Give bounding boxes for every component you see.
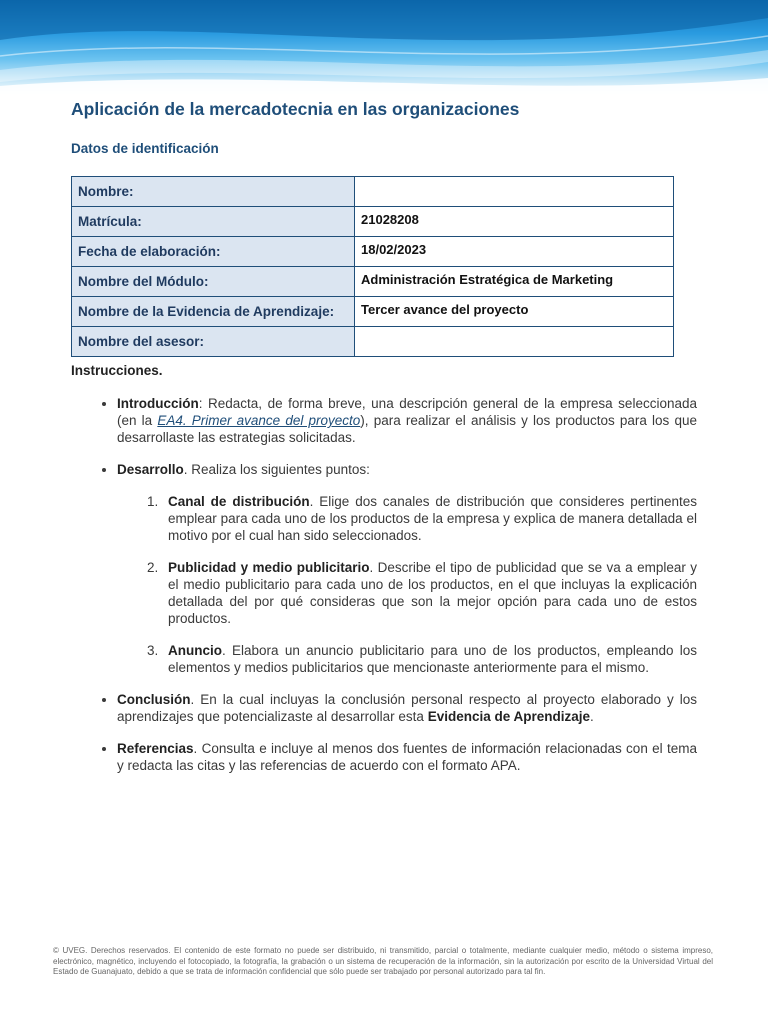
section-subtitle: Datos de identificación — [71, 141, 219, 156]
publicidad-text: . Describe el tipo de publicidad que se va a emplear y el medio publicitario para cada uno de los productos, en el que incluyas la explicación detallada del por qué consideras que son la mejor opción para cada uno de estos productos. — [168, 560, 697, 626]
intro-text-end: ), para realizar el análisis y los productos para los que desarrollaste las estrategias solicitadas. — [117, 413, 697, 445]
instructions-section — [71, 362, 697, 789]
list-item-introduccion — [117, 395, 697, 446]
table-row — [72, 297, 674, 327]
desarrollo-points-list — [117, 493, 697, 676]
term-desarrollo: Desarrollo — [117, 462, 184, 477]
table-row — [72, 327, 674, 357]
term-publicidad: Publicidad y medio publicitario — [168, 560, 370, 575]
field-label: Matrícula: — [72, 207, 355, 237]
term-evidencia: Evidencia de Aprendizaje — [427, 709, 590, 724]
instructions-heading: Instrucciones. — [71, 363, 163, 378]
field-label: Nombre del Módulo: — [72, 267, 355, 297]
list-item-referencias — [117, 740, 697, 774]
field-value: 18/02/2023 — [355, 237, 674, 267]
table-row — [72, 177, 674, 207]
intro-text: : Redacta, de forma breve, una descripción general de la empresa seleccionada (en la — [117, 396, 697, 428]
referencias-text: . Consulta e incluye al menos dos fuentes de información relacionadas con el tema y redacta las citas y las referencias de acuerdo con el formato APA. — [117, 741, 697, 773]
list-item-canal — [162, 493, 697, 544]
list-item-anuncio — [162, 642, 697, 676]
field-label: Nombre: — [72, 177, 355, 207]
conclusion-end: . — [590, 709, 594, 724]
canal-text: . Elige dos canales de distribución que consideres pertinentes emplear para cada uno de los productos de la empresa y explica de manera detallada el motivo por el cual han sido seleccionados. — [168, 494, 697, 543]
header-banner — [0, 0, 768, 96]
term-anuncio: Anuncio — [168, 643, 222, 658]
field-value: Administración Estratégica de Marketing — [355, 267, 674, 297]
term-referencias: Referencias — [117, 741, 194, 756]
reference-link[interactable]: EA4. Primer avance del proyecto — [157, 413, 361, 428]
term-introduccion: Introducción — [117, 396, 199, 411]
conclusion-text: . En la cual incluyas la conclusión personal respecto al proyecto elaborado y los aprendizajes que potencializaste al desarrollar esta — [117, 692, 697, 724]
term-canal: Canal de distribución — [168, 494, 310, 509]
field-value — [355, 327, 674, 357]
instructions-list — [71, 395, 697, 774]
document-title: Aplicación de la mercadotecnia en las organizaciones — [71, 99, 520, 119]
field-value — [355, 177, 674, 207]
field-label: Nombre del asesor: — [72, 327, 355, 357]
list-item-desarrollo — [117, 461, 697, 676]
table-row — [72, 237, 674, 267]
field-value: Tercer avance del proyecto — [355, 297, 674, 327]
desarrollo-text: . Realiza los siguientes puntos: — [183, 462, 370, 477]
list-item-publicidad — [162, 559, 697, 627]
table-row — [72, 267, 674, 297]
field-value: 21028208 — [355, 207, 674, 237]
banner-wave-graphic — [0, 0, 768, 96]
anuncio-text: . Elabora un anuncio publicitario para uno de los productos, empleando los elementos y medios publicitarios que mencionaste anteriormente para el mismo. — [168, 643, 697, 675]
copyright-footer: © UVEG. Derechos reservados. El contenido de este formato no puede ser distribuido, ni transmitido, parcial o totalmente, mediante cualquier medio, método o sistema impreso, electrónico, magnético, incluyendo el fotocopiado, la fotografía, la grabación o un sistema de recuperación de la información, sin la autorización por escrito de la Universidad Virtual del Estado de Guanajuato, debido a que se trata de información confidencial que sólo puede ser trabajado por personal autorizado para tal fin. — [53, 946, 713, 976]
identification-table — [71, 176, 674, 357]
term-conclusion: Conclusión — [117, 692, 191, 707]
table-row — [72, 207, 674, 237]
field-label: Nombre de la Evidencia de Aprendizaje: — [72, 297, 355, 327]
field-label: Fecha de elaboración: — [72, 237, 355, 267]
list-item-conclusion — [117, 691, 697, 725]
